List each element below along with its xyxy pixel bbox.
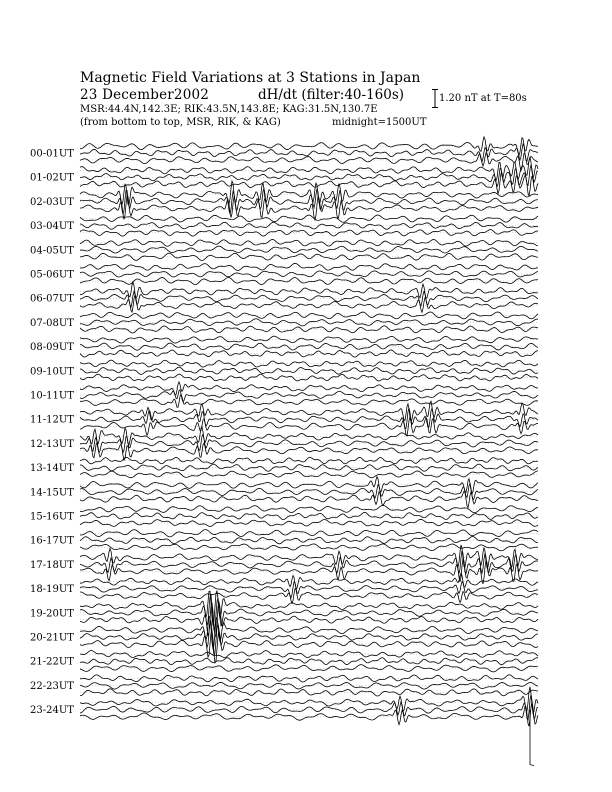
trace-rik — [80, 165, 538, 187]
trace-msr — [80, 230, 538, 236]
trace-kag — [80, 382, 538, 395]
trace-msr — [80, 326, 538, 333]
hour-label: 17-18UT — [30, 559, 74, 571]
hour-label: 19-20UT — [30, 608, 74, 620]
trace-excursion — [530, 710, 534, 766]
trace-msr — [80, 589, 538, 604]
hour-label: 02-03UT — [30, 196, 74, 208]
hour-label: 08-09UT — [30, 342, 74, 354]
trace-kag — [80, 617, 538, 650]
trace-kag — [80, 263, 538, 270]
hour-label: 11-12UT — [30, 414, 74, 426]
trace-msr — [80, 602, 538, 637]
trace-rik — [80, 319, 538, 326]
trace-rik — [80, 512, 538, 519]
chart-date: 23 December2002 — [80, 87, 210, 103]
hour-label: 06-07UT — [30, 293, 74, 305]
trace-kag — [80, 282, 538, 298]
hour-label: 04-05UT — [30, 245, 74, 257]
trace-order-note: (from bottom to top, MSR, RIK, & KAG) — [80, 117, 281, 128]
trace-rik — [80, 434, 538, 452]
scale-label: 1.20 nT at T=80s — [439, 93, 527, 104]
trace-rik — [80, 621, 538, 655]
hour-label: 21-22UT — [30, 656, 74, 668]
hour-label: 00-01UT — [30, 148, 74, 160]
trace-msr — [80, 471, 538, 478]
midnight-note: midnight=1500UT — [332, 117, 427, 128]
hour-label: 03-04UT — [30, 221, 74, 233]
trace-kag — [80, 687, 538, 713]
trace-msr — [80, 394, 538, 407]
hour-label: 23-24UT — [30, 705, 74, 717]
hour-label: 05-06UT — [30, 269, 74, 281]
hour-label: 07-08UT — [30, 317, 74, 329]
trace-msr — [80, 173, 538, 196]
hour-label: 16-17UT — [30, 535, 74, 547]
hour-label: 22-23UT — [30, 680, 74, 692]
trace-kag — [80, 336, 538, 343]
station-coordinates: MSR:44.4N,142.3E; RIK:43.5N,143.8E; KAG:31.5N,130.7E — [80, 104, 378, 115]
hour-label: 09-10UT — [30, 366, 74, 378]
trace-rik — [80, 246, 538, 253]
trace-msr — [80, 702, 538, 726]
trace-rik — [80, 682, 538, 689]
trace-msr — [80, 374, 538, 381]
hour-label: 10-11UT — [30, 390, 74, 402]
hour-label: 18-19UT — [30, 584, 74, 596]
hour-label: 20-21UT — [30, 632, 74, 644]
trace-rik — [80, 582, 538, 598]
hour-label: 14-15UT — [30, 487, 74, 499]
trace-msr — [80, 665, 538, 672]
trace-kag — [80, 360, 538, 367]
trace-kag — [80, 675, 538, 682]
hour-label: 12-13UT — [30, 438, 74, 450]
hour-label: 15-16UT — [30, 511, 74, 523]
hour-label: 01-02UT — [30, 172, 74, 184]
hour-label: 13-14UT — [30, 463, 74, 475]
chart-title: Magnetic Field Variations at 3 Stations in Japan — [80, 70, 421, 86]
filter-label: dH/dt (filter:40-160s) — [258, 87, 405, 103]
